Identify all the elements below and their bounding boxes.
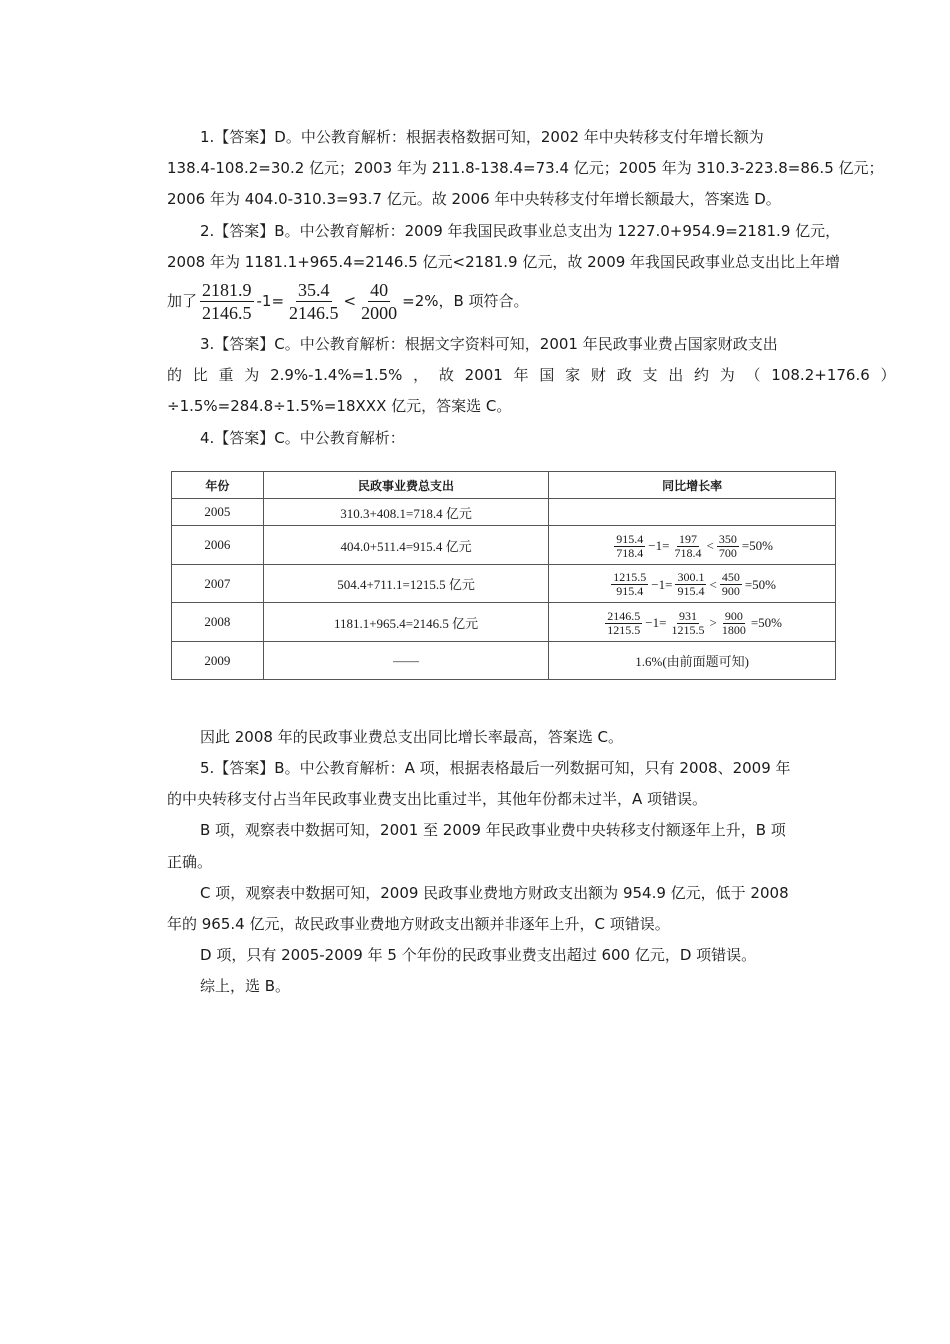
q2-line-2: 2008 年为 1181.1+965.4=2146.5 亿元<2181.9 亿元，故 2009 年我国民政事业总支出比上年增: [167, 253, 841, 271]
q2-prefix: 加了: [167, 292, 198, 310]
cell-growth: $\frac{915.4}{718.4}$ −1= $\frac{197}{718.4}$ < $\frac{350}{700}$ =50%: [549, 526, 836, 565]
cell-year: 2006: [172, 526, 264, 565]
q5-line-2: 的中央转移支付占当年民政事业费支出比重过半，其他年份都未过半，A 项错误。: [167, 790, 708, 808]
table-header-row: [172, 472, 836, 499]
q3-line-2: 的 比 重 为 2.9%-1.4%=1.5% ， 故 2001 年 国 家 财 政 支 出 约 为 （ 108.2+176.6 ）: [167, 366, 896, 384]
table-row: [172, 565, 836, 603]
q5-line-3: B 项，观察表中数据可知，2001 至 2009 年民政事业费中央转移支付额逐年上升，B 项: [200, 821, 786, 839]
cell-total: 504.4+711.1=1215.5 亿元: [263, 565, 549, 603]
cell-year: 2008: [172, 603, 264, 642]
table-row: [172, 642, 836, 680]
q5-line-4: 正确。: [167, 853, 213, 871]
cell-year: 2005: [172, 499, 264, 526]
q5-line-1: 5.【答案】B。中公教育解析：A 项，根据表格最后一列数据可知，只有 2008、2009 年: [200, 759, 791, 777]
header-growth: 同比增长率: [549, 472, 836, 499]
cell-total: 310.3+408.1=718.4 亿元: [263, 499, 549, 526]
q1-line-3: 2006 年为 404.0-310.3=93.7 亿元。故 2006 年中央转移支付年增长额最大，答案选 D。: [167, 190, 781, 208]
q5-line-5: C 项，观察表中数据可知，2009 民政事业费地方财政支出额为 954.9 亿元，低于 2008: [200, 884, 789, 902]
cell-growth: $\frac{1215.5}{915.4}$ −1= $\frac{300.1}{915.4}$ < $\frac{450}{900}$ =50%: [549, 565, 836, 603]
cell-year: 2007: [172, 565, 264, 603]
q4-conclusion: 因此 2008 年的民政事业费总支出同比增长率最高，答案选 C。: [200, 728, 623, 746]
cell-growth: $\frac{2146.5}{1215.5}$ −1= $\frac{931}{1215.5}$ > $\frac{900}{1800}$ =50%: [549, 603, 836, 642]
q2-fraction-3: $\frac{40}{2000}$: [361, 280, 398, 323]
q4-table: [171, 471, 836, 680]
q1-line-2: 138.4-108.2=30.2 亿元；2003 年为 211.8-138.4=73.4 亿元；2005 年为 310.3-223.8=86.5 亿元；: [167, 159, 884, 177]
cell-total: ——: [263, 642, 549, 680]
q2-fraction-1: $\frac{2181.9}{2146.5}$: [202, 280, 252, 323]
q5-line-6: 年的 965.4 亿元，故民政事业费地方财政支出额并非逐年上升，C 项错误。: [167, 915, 670, 933]
q2-line-3: 加了 $\frac{2181.9}{2146.5}$ -1= $\frac{35.4}{2146.5}$ < $\frac{40}{2000}$ =2%，B 项符合。: [167, 280, 529, 323]
header-year: 年份: [172, 472, 264, 499]
q2-line-1: 2.【答案】B。中公教育解析：2009 年我国民政事业总支出为 1227.0+954.9=2181.9 亿元，: [200, 222, 841, 240]
cell-growth: 1.6%(由前面题可知): [549, 642, 836, 680]
cell-total: 404.0+511.4=915.4 亿元: [263, 526, 549, 565]
cell-year: 2009: [172, 642, 264, 680]
cell-total: 1181.1+965.4=2146.5 亿元: [263, 603, 549, 642]
q5-line-7: D 项，只有 2005-2009 年 5 个年份的民政事业费支出超过 600 亿元，D 项错误。: [200, 946, 757, 964]
q3-line-1: 3.【答案】C。中公教育解析：根据文字资料可知，2001 年民政事业费占国家财政支出: [200, 335, 778, 353]
q4-line-1: 4.【答案】C。中公教育解析：: [200, 429, 405, 447]
q3-line-3: ÷1.5%=284.8÷1.5%=18XXX 亿元，答案选 C。: [167, 397, 512, 415]
q2-fraction-2: $\frac{35.4}{2146.5}$: [289, 280, 339, 323]
cell-growth: [549, 499, 836, 526]
table-row: [172, 526, 836, 565]
table-row: [172, 603, 836, 642]
table-row: [172, 499, 836, 526]
q1-line-1: 1.【答案】D。中公教育解析：根据表格数据可知，2002 年中央转移支付年增长额为: [200, 128, 764, 146]
header-total: 民政事业费总支出: [263, 472, 549, 499]
q5-line-8: 综上，选 B。: [200, 977, 291, 995]
